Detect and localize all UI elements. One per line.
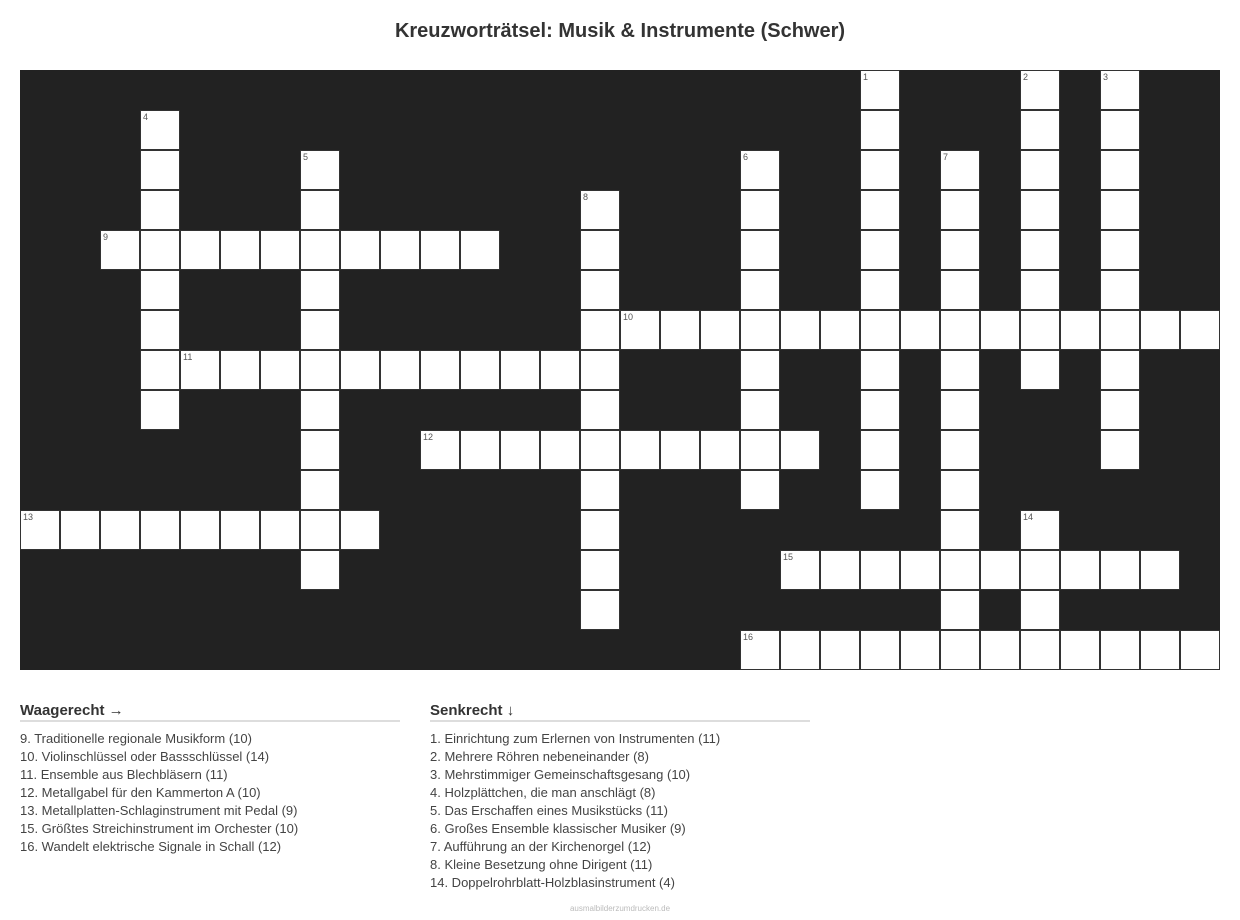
grid-cell[interactable]	[420, 230, 460, 270]
grid-cell[interactable]	[740, 630, 780, 670]
across-clue-list	[20, 730, 400, 856]
grid-cell[interactable]	[1060, 630, 1100, 670]
grid-cell[interactable]	[580, 390, 620, 430]
grid-cell[interactable]	[300, 310, 340, 350]
grid-cell[interactable]	[940, 590, 980, 630]
grid-cell[interactable]	[940, 550, 980, 590]
clue-number: 1	[863, 72, 869, 82]
grid-cell[interactable]	[900, 310, 940, 350]
grid-cell[interactable]	[940, 270, 980, 310]
grid-cell[interactable]	[860, 150, 900, 190]
grid-cell[interactable]	[380, 350, 420, 390]
grid-cell[interactable]	[900, 550, 940, 590]
grid-cell[interactable]	[300, 190, 340, 230]
grid-cell[interactable]	[140, 510, 180, 550]
grid-cell[interactable]	[100, 230, 140, 270]
grid-cell[interactable]	[940, 390, 980, 430]
grid-cell[interactable]	[420, 430, 460, 470]
down-clue: 8. Kleine Besetzung ohne Dirigent (11)	[430, 857, 653, 872]
grid-cell[interactable]	[140, 110, 180, 150]
grid-cell[interactable]	[1100, 430, 1140, 470]
clue-number: 13	[23, 512, 34, 522]
grid-cell[interactable]	[1020, 110, 1060, 150]
across-clue: 12. Metallgabel für den Kammerton A (10)	[20, 785, 261, 800]
grid-cell[interactable]	[580, 270, 620, 310]
grid-cell[interactable]	[140, 270, 180, 310]
grid-cell[interactable]	[140, 310, 180, 350]
grid-cell[interactable]	[300, 230, 340, 270]
grid-cell[interactable]	[460, 350, 500, 390]
grid-cell[interactable]	[1020, 510, 1060, 550]
grid-cell[interactable]	[660, 310, 700, 350]
grid-cell[interactable]	[860, 550, 900, 590]
across-clue: 9. Traditionelle regionale Musikform (10)	[20, 731, 252, 746]
grid-cell[interactable]	[740, 430, 780, 470]
grid-cell[interactable]	[260, 230, 300, 270]
grid-cell[interactable]	[140, 350, 180, 390]
down-clue: 3. Mehrstimmiger Gemeinschaftsgesang (10)	[430, 767, 691, 782]
grid-cell[interactable]	[940, 150, 980, 190]
grid-cell[interactable]	[1180, 310, 1220, 350]
grid-cell[interactable]	[820, 630, 860, 670]
grid-cell[interactable]	[540, 430, 580, 470]
grid-cell[interactable]	[860, 430, 900, 470]
grid-cell[interactable]	[180, 510, 220, 550]
grid-cell[interactable]	[1100, 70, 1140, 110]
grid-cell[interactable]	[1060, 310, 1100, 350]
clue-number: 5	[303, 152, 309, 162]
grid-cell[interactable]	[1020, 630, 1060, 670]
grid-cell[interactable]	[380, 230, 420, 270]
across-clue: 16. Wandelt elektrische Signale in Schall (12)	[20, 839, 282, 854]
across-clues	[20, 702, 400, 856]
grid-cell[interactable]	[780, 310, 820, 350]
grid-cell[interactable]	[580, 310, 620, 350]
grid-cell[interactable]	[460, 430, 500, 470]
grid-cell[interactable]	[740, 470, 780, 510]
grid-cell[interactable]	[700, 310, 740, 350]
grid-cell[interactable]	[540, 350, 580, 390]
down-clue: 14. Doppelrohrblatt-Holzblasinstrument (4)	[430, 875, 675, 890]
grid-cell[interactable]	[580, 550, 620, 590]
clue-number: 3	[1103, 72, 1109, 82]
grid-cell[interactable]	[660, 430, 700, 470]
grid-cell[interactable]	[1100, 270, 1140, 310]
clue-number: 12	[423, 432, 434, 442]
grid-cell[interactable]	[1060, 550, 1100, 590]
grid-cell[interactable]	[860, 230, 900, 270]
down-clue: 5. Das Erschaffen eines Musikstücks (11)	[430, 803, 668, 818]
grid-cell[interactable]	[580, 590, 620, 630]
grid-cell[interactable]	[220, 350, 260, 390]
grid-cell[interactable]	[180, 350, 220, 390]
grid-cell[interactable]	[1020, 150, 1060, 190]
grid-cell[interactable]	[1100, 630, 1140, 670]
clue-number: 7	[943, 152, 949, 162]
grid-cell[interactable]	[140, 390, 180, 430]
grid-cell[interactable]	[1020, 310, 1060, 350]
grid-cell[interactable]	[340, 350, 380, 390]
grid-cell[interactable]	[1140, 630, 1180, 670]
across-clue: 13. Metallplatten-Schlaginstrument mit Pedal (9)	[20, 803, 298, 818]
grid-cell[interactable]	[1020, 70, 1060, 110]
grid-cell[interactable]	[980, 630, 1020, 670]
grid-cell[interactable]	[860, 630, 900, 670]
grid-cell[interactable]	[940, 430, 980, 470]
down-clue: 1. Einrichtung zum Erlernen von Instrumenten (11)	[430, 731, 721, 746]
grid-cell[interactable]	[300, 270, 340, 310]
grid-cell[interactable]	[980, 310, 1020, 350]
grid-cell[interactable]	[1100, 550, 1140, 590]
grid-cell[interactable]	[1020, 590, 1060, 630]
grid-cell[interactable]	[60, 510, 100, 550]
grid-cell[interactable]	[940, 230, 980, 270]
grid-cell[interactable]	[900, 630, 940, 670]
across-clue: 10. Violinschlüssel oder Bassschlüssel (14)	[20, 749, 270, 764]
clue-number: 8	[583, 192, 589, 202]
grid-cell[interactable]	[740, 390, 780, 430]
grid-cell[interactable]	[460, 230, 500, 270]
grid-cell[interactable]	[940, 630, 980, 670]
grid-cell[interactable]	[780, 430, 820, 470]
grid-cell[interactable]	[940, 350, 980, 390]
across-clue: 15. Größtes Streichinstrument im Orchester (10)	[20, 821, 299, 836]
grid-cell[interactable]	[620, 430, 660, 470]
grid-cell[interactable]	[580, 470, 620, 510]
clue-number: 15	[783, 552, 794, 562]
down-clue: 4. Holzplättchen, die man anschlägt (8)	[430, 785, 656, 800]
grid-cell[interactable]	[860, 470, 900, 510]
grid-cell[interactable]	[820, 550, 860, 590]
clue-number: 11	[183, 352, 193, 362]
grid-cell[interactable]	[860, 70, 900, 110]
grid-cell[interactable]	[740, 310, 780, 350]
grid-cell[interactable]	[1100, 190, 1140, 230]
grid-cell[interactable]	[20, 510, 60, 550]
grid-cell[interactable]	[940, 190, 980, 230]
grid-cell[interactable]	[180, 230, 220, 270]
down-clues	[430, 702, 810, 892]
page-title: Kreuzworträtsel: Musik & Instrumente (Schwer)	[394, 20, 846, 42]
grid-cell[interactable]	[500, 350, 540, 390]
grid-cell[interactable]	[1140, 550, 1180, 590]
grid-cell[interactable]	[740, 190, 780, 230]
footer-credit: ausmalbilderzumdrucken.de	[569, 904, 671, 913]
grid-cell[interactable]	[860, 270, 900, 310]
grid-cell[interactable]	[1100, 390, 1140, 430]
grid-cell[interactable]	[860, 350, 900, 390]
grid-cell[interactable]	[1100, 350, 1140, 390]
down-heading: Senkrecht ↓	[430, 702, 810, 722]
grid-cell[interactable]	[1020, 350, 1060, 390]
grid-cell[interactable]	[700, 430, 740, 470]
grid-cell[interactable]	[300, 430, 340, 470]
grid-cell[interactable]	[140, 230, 180, 270]
clue-number: 14	[1023, 512, 1034, 522]
grid-cell[interactable]	[980, 550, 1020, 590]
grid-cell[interactable]	[1100, 310, 1140, 350]
crossword-grid	[20, 70, 1220, 670]
grid-cell[interactable]	[1100, 110, 1140, 150]
grid-cell[interactable]	[740, 150, 780, 190]
grid-cell[interactable]	[580, 510, 620, 550]
grid-cell[interactable]	[860, 390, 900, 430]
grid-cell[interactable]	[1100, 230, 1140, 270]
grid-cell[interactable]	[1020, 270, 1060, 310]
grid-cell[interactable]	[620, 310, 660, 350]
grid-cell[interactable]	[780, 630, 820, 670]
grid-cell[interactable]	[580, 350, 620, 390]
grid-cell[interactable]	[140, 150, 180, 190]
grid-cell[interactable]	[860, 310, 900, 350]
grid-cell[interactable]	[780, 550, 820, 590]
grid-cell[interactable]	[580, 190, 620, 230]
clue-number: 4	[143, 112, 149, 122]
grid-cell[interactable]	[940, 310, 980, 350]
grid-cell[interactable]	[420, 350, 460, 390]
across-heading: Waagerecht →	[20, 702, 400, 722]
grid-cell[interactable]	[500, 430, 540, 470]
down-clue-list	[430, 730, 810, 892]
grid-cell[interactable]	[860, 190, 900, 230]
grid-cell[interactable]	[940, 470, 980, 510]
clue-number: 16	[743, 632, 754, 642]
down-clue: 7. Aufführung an der Kirchenorgel (12)	[430, 839, 651, 854]
grid-cell[interactable]	[300, 510, 340, 550]
grid-cell[interactable]	[1020, 230, 1060, 270]
grid-cell[interactable]	[220, 510, 260, 550]
down-clue: 6. Großes Ensemble klassischer Musiker (9)	[430, 821, 686, 836]
grid-cell[interactable]	[300, 550, 340, 590]
grid-cell[interactable]	[300, 470, 340, 510]
grid-cell[interactable]	[580, 230, 620, 270]
clue-number: 6	[743, 152, 749, 162]
grid-cell[interactable]	[860, 110, 900, 150]
grid-cell[interactable]	[940, 510, 980, 550]
grid-cell[interactable]	[1180, 630, 1220, 670]
grid-cell[interactable]	[740, 230, 780, 270]
grid-cell[interactable]	[300, 350, 340, 390]
grid-cell[interactable]	[580, 430, 620, 470]
grid-cell[interactable]	[100, 510, 140, 550]
grid-cell[interactable]	[820, 310, 860, 350]
grid-cell[interactable]	[1020, 550, 1060, 590]
grid-cell[interactable]	[260, 510, 300, 550]
grid-cell[interactable]	[220, 230, 260, 270]
grid-cell[interactable]	[1020, 190, 1060, 230]
clue-number: 10	[623, 312, 634, 322]
grid-cell[interactable]	[340, 230, 380, 270]
grid-cell[interactable]	[340, 510, 380, 550]
clue-number: 2	[1023, 72, 1029, 82]
down-clue: 2. Mehrere Röhren nebeneinander (8)	[430, 749, 649, 764]
clue-number: 9	[103, 232, 109, 242]
grid-cell[interactable]	[1140, 310, 1180, 350]
grid-cell[interactable]	[1100, 150, 1140, 190]
grid-cell[interactable]	[300, 150, 340, 190]
grid-cell[interactable]	[740, 350, 780, 390]
grid-cell[interactable]	[140, 190, 180, 230]
grid-cell[interactable]	[740, 270, 780, 310]
grid-cell[interactable]	[300, 390, 340, 430]
across-clue: 11. Ensemble aus Blechbläsern (11)	[20, 767, 228, 782]
grid-cell[interactable]	[260, 350, 300, 390]
